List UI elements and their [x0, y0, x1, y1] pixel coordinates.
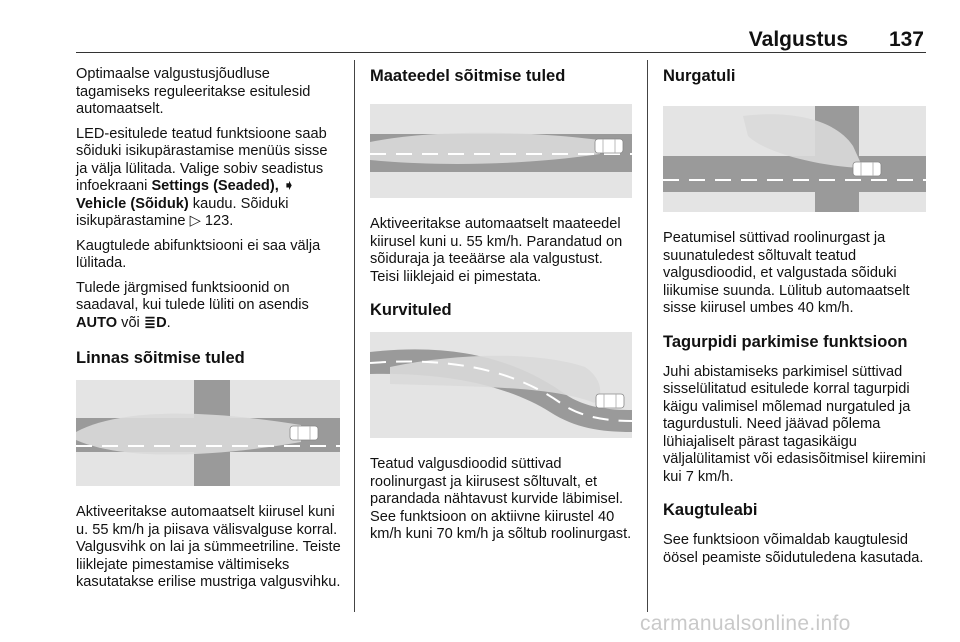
- section-heading: Nurgatuli: [663, 67, 736, 85]
- column-right: [663, 66, 928, 574]
- page-ref-icon: ▷: [189, 213, 201, 229]
- page-title: Valgustus: [748, 28, 848, 51]
- column-divider: [354, 60, 355, 612]
- headlight-symbol-icon: ≣D: [143, 314, 167, 331]
- paragraph: Peatumisel süttivad roolinurgast ja suunatuledest sõltuvalt teatud valgusdioodid, et valgustada sõiduki liikumise suunda. Lülitub automaatselt sisse kiirusel umbes 40 km/h.: [663, 230, 910, 316]
- section-heading: Maateedel sõitmise tuled: [370, 67, 566, 85]
- corner-light-illustration: [663, 106, 926, 212]
- country-light-illustration: [370, 104, 632, 198]
- paragraph: Optimaalse valgustusjõudluse tagamiseks reguleeritakse esitulesid automaatselt.: [76, 66, 311, 117]
- page-header: [76, 26, 926, 53]
- paragraph: See funktsioon võimaldab kaugtulesid öösel peamiste sõidutuledena kasutada.: [663, 532, 924, 566]
- auto-label: AUTO: [76, 314, 118, 331]
- paragraph: Juhi abistamiseks parkimisel süttivad sisselülitatud esitulede korral tagurpidi käigu valimisel mõlemad nurgatuled ja tagurdustuli. Need jäävad põlema lühiajaliselt pärast tagasikäigu väljalülitamist või edasisõitmisel kiiremini kui 7 km/h.: [663, 363, 926, 485]
- section-heading: Tagurpidi parkimise funktsioon: [663, 332, 908, 351]
- column-middle: [370, 66, 632, 551]
- watermark: carmanualsonline.info: [640, 612, 851, 635]
- paragraph: Aktiveeritakse automaatselt kiirusel kuni u. 55 km/h ja piisava välisvalguse korral. Valgusvihk on lai ja sümmeetriline. Teiste liiklejate pimestamise vältimiseks kasutatakse erilise mustriga valgusvihku.: [76, 504, 341, 590]
- column-left: [76, 66, 342, 599]
- paragraph: Kaugtulede abifunktsiooni ei saa välja lülitada.: [76, 237, 321, 271]
- page-number: 137: [888, 28, 924, 51]
- arrow-icon: ➧: [282, 178, 296, 194]
- paragraph: LED-esitulede teatud funktsioone saab sõiduki isikupärastamise menüüs sisse ja välja lülitada. Valige sobiv seadistus infoekraani Settings (Seaded), ➧ Vehicle (Sõiduk) kaudu. Sõiduki isikupärastamine ▷ 123.: [76, 125, 328, 229]
- paragraph: Aktiveeritakse automaatselt maateedel kiirusel kuni u. 55 km/h. Parandatud on sõiduraja ja teeäärse ala valgustust. Teisi liiklejaid ei pimestata.: [370, 216, 623, 285]
- menu-vehicle: Vehicle (Sõiduk): [76, 195, 189, 212]
- curve-light-illustration: [370, 332, 632, 438]
- paragraph: Teatud valgusdioodid süttivad roolinurgast ja kiirusest sõltuvalt, et parandada nähtavust kurvide läbimisel. See funktsioon on aktiivne kiirustel 40 km/h kuni 70 km/h ja sõltub roolinurgast.: [370, 456, 632, 542]
- column-divider: [647, 60, 648, 612]
- section-heading: Kaugtuleabi: [663, 501, 758, 519]
- section-heading: Linnas sõitmise tuled: [76, 349, 245, 367]
- paragraph: Tulede järgmised funktsioonid on saadaval, kui tulede lüliti on asendis AUTO või ≣D.: [76, 279, 309, 331]
- section-heading: Kurvituled: [370, 301, 452, 319]
- page-ref: 123.: [204, 213, 234, 229]
- city-light-illustration: [76, 380, 340, 486]
- menu-settings: Settings (Seaded): [151, 178, 275, 194]
